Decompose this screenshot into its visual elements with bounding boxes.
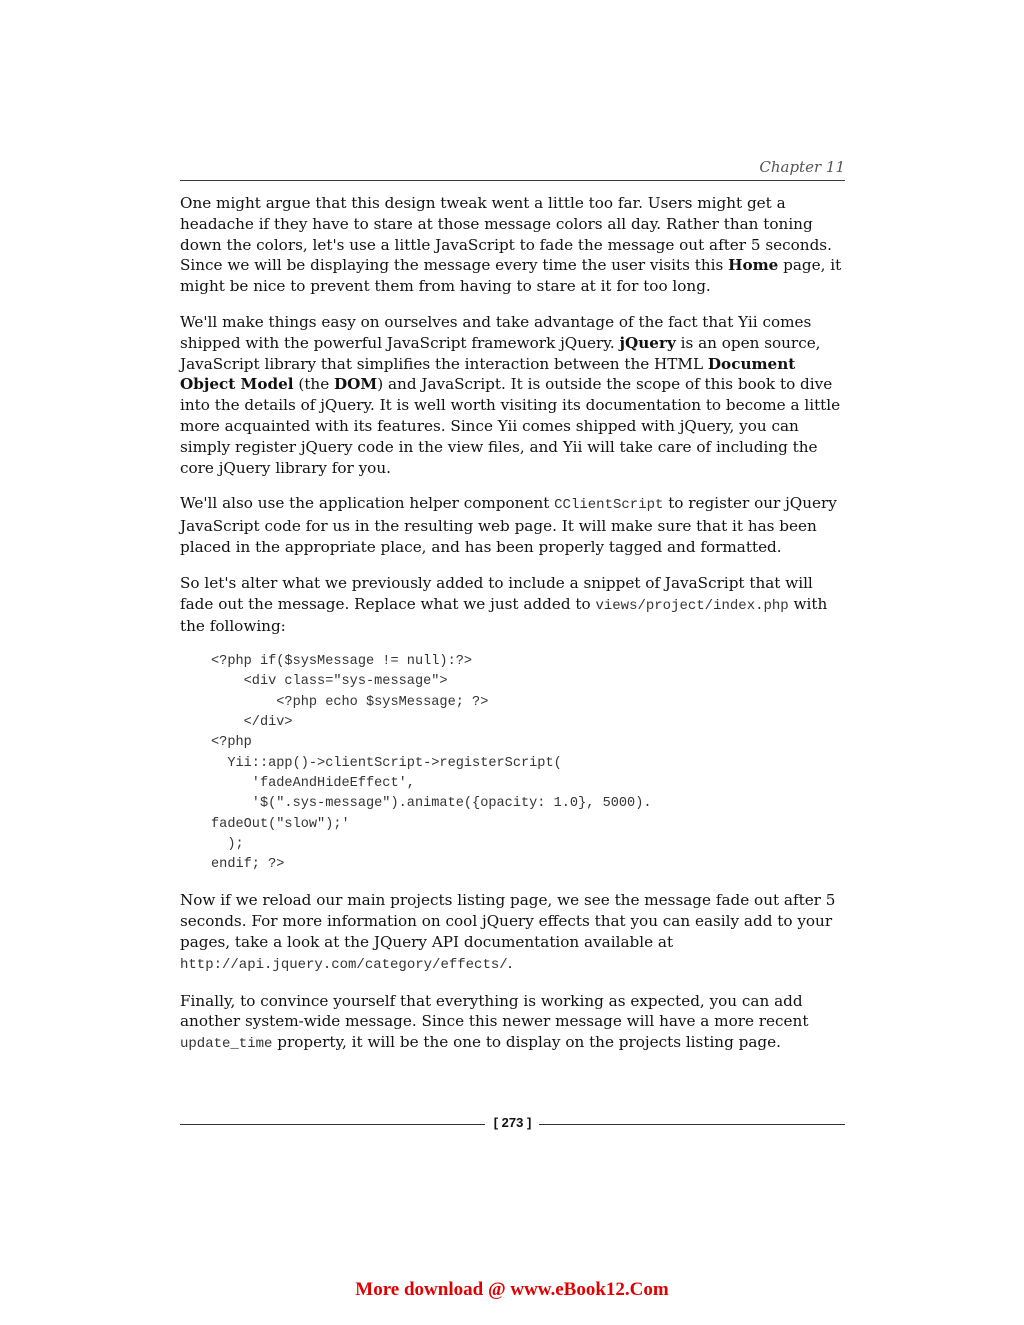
paragraph-1: One might argue that this design tweak went a little too far. Users might get a headache if they have to stare at those message colors all day. Rather than toning down the colors, let's use a little JavaScript to fade the message out after 5 seconds. Since we will be displaying the message every time the user visits this Home page, it might be nice to prevent them from having to stare at it for too long.: [180, 194, 842, 296]
code-block: <?php if($sysMessage != null):?> <div class="sys-message"> <?php echo $sysMessage; ?> </div> <?php Yii::app()->clientScript->registerScript( 'fadeAndHideEffect', '$(".sys-message").animate({opacity: 1.0}, 5000). fadeOut("slow");' ); endif; ?>: [211, 654, 652, 873]
page-footer: [180, 1114, 845, 1134]
page-body: [180, 193, 845, 1070]
promo-banner: More download @ www.eBook12.Com: [355, 1279, 669, 1300]
paragraph-6: Finally, to convince yourself that everything is working as expected, you can add another system-wide message. Since this newer message will have a more recent update_time property, it will be the one to display on the projects listing page.: [180, 991, 809, 1053]
paragraph-3: We'll also use the application helper component CClientScript to register our jQuery JavaScript code for us in the resulting web page. It will make sure that it has been placed in the appropriate place, and has been properly tagged and formatted.: [180, 494, 837, 556]
paragraph-4: So let's alter what we previously added to include a snippet of JavaScript that will fade out the message. Replace what we just added to views/project/index.php with the following:: [180, 573, 828, 636]
dom-term: DOM: [334, 375, 378, 394]
document-object-model-term: Document Object Model: [180, 354, 796, 394]
page-number: [ 273 ]: [493, 1115, 532, 1130]
inline-code: update_time: [180, 1036, 273, 1053]
running-header: [180, 158, 845, 181]
home-term: Home: [728, 256, 779, 275]
paragraph-5: Now if we reload our main projects listing page, we see the message fade out after 5 seconds. For more information on cool jQuery effects that you can easily add to your pages, take a look at the JQuery API documentation available at http://api.jquery.com/category/effects/.: [180, 891, 836, 973]
jquery-term: jQuery: [619, 333, 676, 352]
paragraph-2: We'll make things easy on ourselves and take advantage of the fact that Yii comes shipped with the powerful JavaScript framework jQuery. jQuery is an open source, JavaScript library that simplifies the interaction between the HTML Document Object Model (the DOM) and JavaScript. It is outside the scope of this book to dive into the details of jQuery. It is well worth visiting its documentation to become a little more acquainted with its features. Since Yii comes shipped with jQuery, you can simply register jQuery code in the view files, and Yii will take care of including the core jQuery library for you.: [180, 312, 841, 477]
inline-code: CClientScript: [554, 497, 664, 514]
inline-url: http://api.jquery.com/category/effects/: [180, 956, 508, 973]
footer-rule-right: [539, 1124, 845, 1125]
chapter-label: Chapter 11: [759, 158, 845, 176]
inline-code: views/project/index.php: [595, 597, 789, 614]
